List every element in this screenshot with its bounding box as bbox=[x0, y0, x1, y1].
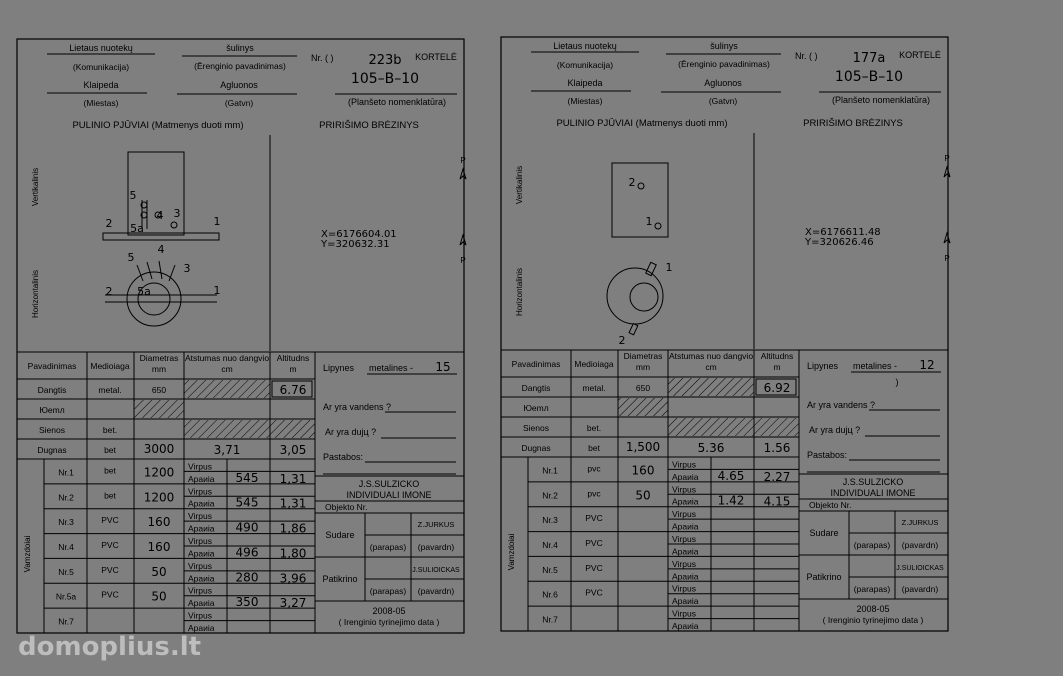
pipe-material: PVC bbox=[101, 589, 119, 600]
well-plan-outer-circle bbox=[127, 272, 181, 326]
device-caption: (Ērenginio pavadinimas) bbox=[194, 61, 286, 71]
pipe-top-label: Virpus bbox=[188, 536, 212, 546]
pipe-number: Nr.6 bbox=[542, 589, 558, 600]
row-name: Sienos bbox=[523, 423, 549, 433]
nr-label: Nr. ( ) bbox=[795, 51, 818, 61]
pipe-top-label: Virpus bbox=[188, 560, 212, 571]
row-name: Юemл bbox=[39, 405, 65, 415]
pipe-top-label: Virpus bbox=[672, 583, 696, 594]
signature-caption: (parapas) bbox=[853, 584, 891, 594]
pipe-bottom-distance: 350 bbox=[235, 595, 259, 610]
header-distance: Atstumas nuo dangvio bbox=[184, 353, 270, 363]
kortele-label: KORTELĖ bbox=[415, 52, 457, 62]
hatched-cell bbox=[184, 420, 315, 438]
vertical-section-label: Vertikalinis bbox=[515, 165, 524, 205]
pipe-bottom-label: Apaиia bbox=[672, 496, 699, 507]
plan-caption: (Planšeto nomenklatūra) bbox=[831, 95, 931, 105]
pipe-bottom-label: Apaиia bbox=[188, 523, 215, 534]
surname-caption: (pavardn) bbox=[901, 540, 939, 550]
pipe-diameter: 50 bbox=[635, 488, 651, 503]
ladder-extra: ) bbox=[895, 377, 899, 387]
prepared-by-label: Sudare bbox=[809, 528, 839, 538]
row-diameter: 650 bbox=[635, 383, 651, 393]
pipe-opening-circle bbox=[655, 223, 661, 229]
ladder-value: metalines - bbox=[369, 363, 414, 373]
well-section-rect bbox=[612, 163, 668, 237]
communication-name: Lietaus nuotekų bbox=[69, 43, 133, 53]
pipe-bottom-altitude: 3,27 bbox=[279, 596, 307, 611]
vertical-pipe-label: 5 bbox=[129, 189, 137, 202]
pipe-bottom-distance: 280 bbox=[235, 570, 259, 585]
pipe-bottom-label: Apaиia bbox=[188, 473, 215, 484]
pipe-bottom-altitude: 3,96 bbox=[279, 571, 307, 586]
pipe-top-label: Virpus bbox=[672, 558, 696, 569]
row-altitude: 1.56 bbox=[763, 441, 791, 455]
pipe-bottom-altitude: 2.27 bbox=[763, 469, 791, 484]
row-diameter: 3000 bbox=[143, 442, 175, 456]
horizontal-section-label: Horizontalinis bbox=[31, 269, 40, 319]
pipe-top-label: Virpus bbox=[672, 534, 696, 544]
pipe-diameter: 160 bbox=[147, 515, 171, 530]
vertical-pipe-label: 1 bbox=[645, 215, 653, 228]
checked-by-name: J.SULIOICKAS bbox=[412, 567, 460, 574]
section-left-title: PULINIO PJŪVIAI (Matmenys duoti mm) bbox=[72, 120, 244, 131]
vertical-pipe-label: 4 bbox=[156, 209, 164, 222]
header-diameter: Diametras bbox=[139, 353, 179, 363]
plan-number: 105–B–10 bbox=[350, 71, 420, 87]
well-plan-inner-circle bbox=[630, 283, 658, 311]
pipe-bottom-altitude: 1,31 bbox=[279, 471, 307, 486]
prepared-by-label: Sudare bbox=[325, 530, 355, 540]
pipe-opening-circle bbox=[638, 183, 644, 189]
street-name: Agluonos bbox=[704, 78, 742, 88]
pipe-material: pvc bbox=[587, 463, 601, 474]
pipe-material: PVC bbox=[101, 564, 119, 575]
vertical-pipe-label: 2 bbox=[105, 217, 113, 230]
north-arrow-icon bbox=[944, 233, 950, 243]
row-material: metal. bbox=[582, 383, 606, 393]
horizontal-section-label: Horizontalinis bbox=[515, 267, 524, 317]
pipe-diameter: 50 bbox=[151, 589, 167, 604]
pipe-top-label: Virpus bbox=[188, 486, 212, 497]
pipe-top-label: Virpus bbox=[672, 484, 696, 495]
coordinate-x: X=6176611.48 bbox=[805, 227, 881, 238]
header-material: Medioiaga bbox=[90, 361, 130, 371]
device-name: šulinys bbox=[710, 41, 738, 51]
north-arrow-icon bbox=[460, 169, 466, 179]
ladder-count: 15 bbox=[435, 360, 451, 374]
pipe-bottom-label: Apaиia bbox=[672, 521, 699, 532]
signature-caption: (parapas) bbox=[369, 542, 407, 552]
ladder-count: 12 bbox=[919, 358, 935, 372]
header-name: Pavadinimas bbox=[511, 359, 561, 369]
survey-date: 2008-05 bbox=[372, 606, 406, 616]
checked-by-label: Patikrino bbox=[806, 572, 842, 582]
pipe-material: bet bbox=[104, 465, 116, 476]
hatched-cell bbox=[668, 378, 754, 396]
rule-line bbox=[137, 265, 143, 281]
pipe-material: PVC bbox=[101, 540, 119, 550]
notes-label: Pastabos: bbox=[807, 450, 848, 460]
object-number-label: Objekto Nr. bbox=[325, 502, 368, 512]
plan-pipe-label: 5 bbox=[127, 251, 135, 264]
pipe-bottom-label: Apaиia bbox=[672, 471, 699, 482]
plan-pipe-label: 1 bbox=[665, 261, 673, 274]
town-name: Klaipeda bbox=[83, 80, 119, 90]
card-number: 223b bbox=[368, 53, 402, 68]
north-label-bottom: P bbox=[944, 254, 950, 263]
row-diameter: 1,500 bbox=[625, 440, 661, 454]
hatched-cell bbox=[184, 380, 270, 398]
pipe-bottom-label: Apaиia bbox=[188, 598, 215, 609]
pipe-number: Nr.3 bbox=[58, 517, 74, 528]
plan-pipe-label: 1 bbox=[213, 284, 221, 297]
header-diameter-unit: mm bbox=[635, 362, 651, 372]
survey-date-caption: ( Irenginio tyrinejimo data ) bbox=[338, 617, 440, 627]
plan-number: 105–B–10 bbox=[834, 69, 904, 85]
pipe-number: Nr.4 bbox=[58, 542, 74, 552]
pipe-stub-rect bbox=[629, 324, 638, 335]
surname-caption: (pavardn) bbox=[417, 542, 455, 552]
pipe-bottom-label: Apaиia bbox=[672, 546, 699, 557]
coordinate-x: X=6176604.01 bbox=[321, 229, 397, 240]
pipe-bottom-label: Apaиia bbox=[188, 623, 215, 633]
pipe-number: Nr.4 bbox=[542, 540, 558, 550]
row-material: bet. bbox=[102, 425, 118, 435]
row-name: Dangtis bbox=[521, 383, 551, 393]
coordinate-y: Y=320632.31 bbox=[321, 239, 390, 250]
kortele-label: KORTELĖ bbox=[899, 50, 941, 60]
pipes-group-label: Vamzdoiai bbox=[507, 533, 516, 571]
water-question: Ar yra vandens ? bbox=[323, 402, 392, 412]
device-name: šulinys bbox=[226, 43, 254, 53]
plan-pipe-label: 2 bbox=[105, 285, 113, 298]
pipe-bottom-distance: 4.65 bbox=[717, 468, 745, 483]
communication-caption: (Komunikacija) bbox=[556, 60, 614, 70]
pipe-bottom-altitude: 1,86 bbox=[279, 521, 307, 536]
section-right-title: PRIRIŠIMO BRĖZINYS bbox=[319, 120, 419, 131]
header-distance-unit: cm bbox=[221, 364, 233, 374]
company-name-line1: J.S.SULZICKO bbox=[358, 479, 420, 489]
water-question: Ar yra vandens ? bbox=[807, 400, 876, 410]
pipe-bottom-label: Apaиia bbox=[672, 596, 699, 607]
pipe-bottom-altitude: 1,31 bbox=[279, 496, 307, 511]
pipe-material: PVC bbox=[585, 587, 603, 598]
row-name: Dugnas bbox=[37, 445, 67, 455]
row-material: metal. bbox=[98, 385, 122, 395]
row-diameter: 650 bbox=[151, 385, 167, 395]
header-name: Pavadinimas bbox=[27, 361, 77, 371]
pipe-diameter: 1200 bbox=[143, 490, 175, 505]
section-right-title: PRIRIŠIMO BRĖZINYS bbox=[803, 118, 903, 129]
well-plan-outer-circle bbox=[607, 268, 663, 324]
header-distance: Atstumas nuo dangvio bbox=[668, 351, 754, 361]
survey-date: 2008-05 bbox=[856, 604, 890, 614]
section-left-title: PULINIO PJŪVIAI (Matmenys duoti mm) bbox=[556, 118, 728, 129]
row-material: bet. bbox=[586, 423, 602, 433]
prepared-by-name: Z.JURKUS bbox=[901, 518, 939, 527]
row-altitude: 6.92 bbox=[763, 381, 791, 395]
communication-name: Lietaus nuotekų bbox=[553, 41, 617, 51]
header-diameter-unit: mm bbox=[151, 364, 167, 374]
row-distance: 5.36 bbox=[697, 441, 725, 455]
pipe-diameter: 160 bbox=[631, 463, 655, 478]
hatched-cell bbox=[668, 418, 799, 436]
pipe-material: PVC bbox=[585, 513, 603, 524]
header-altitude-unit: m bbox=[289, 364, 297, 374]
plan-pipe-label: 5a bbox=[137, 285, 151, 298]
rule-line bbox=[147, 262, 152, 279]
pipe-material: PVC bbox=[585, 538, 603, 548]
row-distance: 3,71 bbox=[213, 443, 241, 457]
notes-label: Pastabos: bbox=[323, 452, 364, 462]
header-altitude-unit: m bbox=[773, 362, 781, 372]
card-number: 177a bbox=[852, 51, 886, 66]
watermark-text: domoplius.lt bbox=[18, 632, 202, 662]
checked-by-label: Patikrino bbox=[322, 574, 358, 584]
pipe-number: Nr.1 bbox=[58, 467, 74, 478]
row-name: Юemл bbox=[523, 403, 549, 413]
street-caption: (Gatvn) bbox=[224, 98, 254, 108]
north-label-top: P bbox=[944, 154, 950, 163]
prepared-by-name: Z.JURKUS bbox=[417, 520, 455, 529]
signature-caption: (parapas) bbox=[853, 540, 891, 550]
pipe-top-label: Virpus bbox=[672, 608, 696, 619]
rule-line bbox=[159, 261, 162, 279]
header-material: Medioiaga bbox=[574, 359, 614, 369]
coordinate-y: Y=320626.46 bbox=[805, 237, 874, 248]
pipe-top-label: Virpus bbox=[188, 610, 212, 621]
pipe-bottom-label: Apaиia bbox=[188, 548, 215, 559]
plan-pipe-label: 4 bbox=[157, 243, 165, 256]
pipe-number: Nr.5a bbox=[55, 591, 77, 602]
pipe-material: bet bbox=[104, 490, 116, 501]
pipe-number: Nr.1 bbox=[542, 465, 558, 476]
pipe-top-label: Virpus bbox=[672, 509, 696, 520]
ladder-value: metalines - bbox=[853, 361, 898, 371]
pipe-number: Nr.5 bbox=[542, 564, 558, 575]
pipe-bottom-distance: 496 bbox=[235, 545, 259, 560]
row-name: Sienos bbox=[39, 425, 65, 435]
communication-caption: (Komunikacija) bbox=[72, 62, 130, 72]
pipe-top-label: Virpus bbox=[188, 461, 212, 472]
gas-question: Ar yra dujц ? bbox=[809, 425, 861, 435]
pipe-opening-circle bbox=[171, 222, 177, 228]
company-name-line2: INDIVIDUALI IMONE bbox=[346, 490, 432, 500]
hatched-cell bbox=[618, 398, 668, 416]
pipe-material: pvc bbox=[587, 488, 601, 499]
street-caption: (Gatvn) bbox=[708, 96, 738, 106]
pipe-bottom-label: Apaиia bbox=[188, 573, 215, 584]
surname-caption: (pavardn) bbox=[417, 586, 455, 596]
vertical-pipe-label: 2 bbox=[628, 176, 636, 189]
pipe-bottom-label: Apaиia bbox=[188, 498, 215, 509]
plan-pipe-label: 2 bbox=[618, 334, 626, 347]
pipe-bottom-label: Apaиia bbox=[672, 621, 699, 631]
north-label-bottom: P bbox=[460, 256, 466, 265]
card-left bbox=[17, 39, 466, 633]
north-label-top: P bbox=[460, 156, 466, 165]
vertical-pipe-label: 5a bbox=[130, 222, 144, 235]
header-diameter: Diametras bbox=[623, 351, 663, 361]
checked-by-name: J.SULIOICKAS bbox=[896, 565, 944, 572]
pipe-diameter: 1200 bbox=[143, 465, 175, 480]
vertical-section-label: Vertikalinis bbox=[31, 167, 40, 207]
row-altitude: 3,05 bbox=[279, 443, 307, 457]
pipe-bottom-distance: 1.42 bbox=[717, 493, 745, 508]
pipe-bottom-distance: 490 bbox=[235, 520, 259, 535]
pipe-top-label: Virpus bbox=[188, 585, 212, 596]
signature-caption: (parapas) bbox=[369, 586, 407, 596]
gas-question: Ar yra dujц ? bbox=[325, 427, 377, 437]
plan-caption: (Planšeto nomenklatūra) bbox=[347, 97, 447, 107]
pipe-number: Nr.2 bbox=[58, 492, 74, 503]
pipe-bottom-altitude: 1,80 bbox=[279, 546, 307, 561]
street-name: Agluonos bbox=[220, 80, 258, 90]
north-arrow-icon bbox=[460, 235, 466, 245]
device-caption: (Ērenginio pavadinimas) bbox=[678, 59, 770, 69]
pipe-top-label: Virpus bbox=[672, 459, 696, 470]
pipe-number: Nr.5 bbox=[58, 566, 74, 577]
row-name: Dangtis bbox=[37, 385, 67, 395]
pipe-number: Nr.7 bbox=[58, 616, 74, 627]
pipe-diameter: 160 bbox=[147, 540, 171, 554]
pipe-section-rect bbox=[103, 233, 219, 240]
pipe-number: Nr.3 bbox=[542, 515, 558, 526]
pipe-top-label: Virpus bbox=[188, 511, 212, 522]
plan-pipe-label: 3 bbox=[183, 262, 191, 275]
ladder-label: Lipynes bbox=[323, 363, 355, 373]
north-arrow-icon bbox=[944, 167, 950, 177]
card-right bbox=[501, 37, 950, 631]
pipe-number: Nr.2 bbox=[542, 490, 558, 501]
pipe-bottom-distance: 545 bbox=[235, 470, 259, 485]
town-caption: (Miestas) bbox=[83, 98, 119, 108]
pipe-diameter: 50 bbox=[151, 564, 167, 579]
pipe-bottom-altitude: 4.15 bbox=[763, 494, 791, 509]
company-name-line1: J.S.SULZICKO bbox=[842, 477, 904, 487]
town-name: Klaipeda bbox=[567, 78, 603, 88]
nr-label: Nr. ( ) bbox=[311, 53, 334, 63]
header-altitude: Altitudns bbox=[760, 351, 794, 361]
survey-date-caption: ( Irenginio tyrinejimo data ) bbox=[822, 615, 924, 625]
header-distance-unit: cm bbox=[705, 362, 717, 372]
row-material: bet bbox=[588, 443, 600, 453]
pipe-number: Nr.7 bbox=[542, 614, 558, 625]
header-altitude: Altitudns bbox=[276, 353, 310, 363]
pipe-bottom-distance: 545 bbox=[235, 495, 259, 510]
pipe-material: PVC bbox=[585, 562, 603, 573]
company-name-line2: INDIVIDUALI IMONE bbox=[830, 488, 916, 498]
surname-caption: (pavardn) bbox=[901, 584, 939, 594]
pipe-material: PVC bbox=[101, 515, 119, 526]
pipes-group-label: Vamzdoiai bbox=[23, 535, 32, 573]
town-caption: (Miestas) bbox=[567, 96, 603, 106]
hatched-cell bbox=[134, 400, 184, 418]
vertical-pipe-label: 1 bbox=[213, 215, 221, 228]
row-material: bet bbox=[104, 445, 116, 455]
pipe-bottom-label: Apaиia bbox=[672, 571, 699, 582]
pipe-stub-rect bbox=[646, 262, 657, 275]
vertical-pipe-label: 3 bbox=[173, 207, 181, 220]
row-altitude: 6.76 bbox=[279, 383, 307, 397]
ladder-label: Lipynes bbox=[807, 361, 839, 371]
row-name: Dugnas bbox=[521, 443, 551, 453]
object-number-label: Objekto Nr. bbox=[809, 500, 852, 510]
